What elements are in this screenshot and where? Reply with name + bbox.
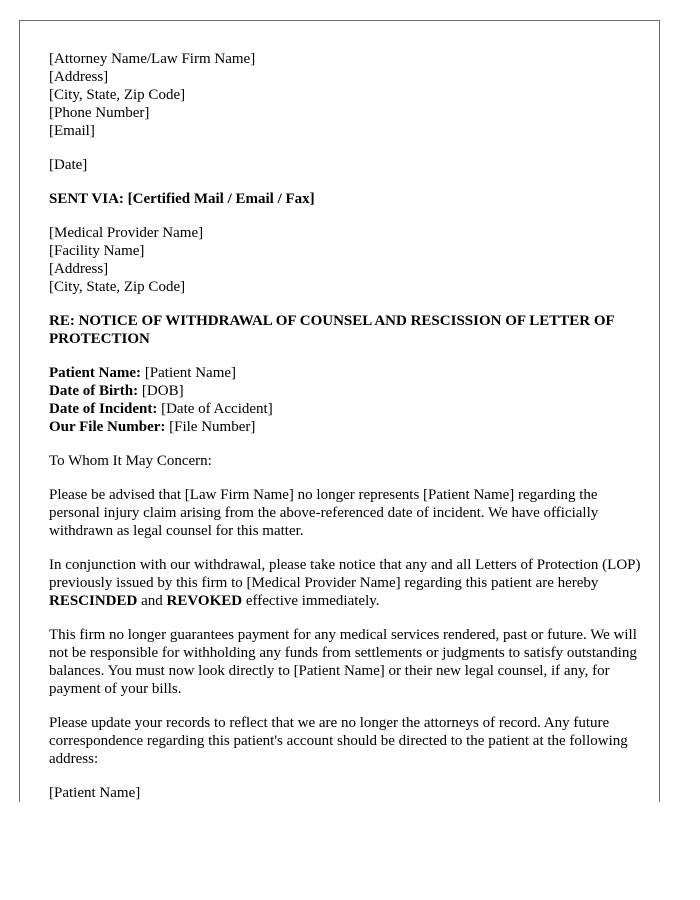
paragraph-records: Please update your records to reflect that we are no longer the attorneys of record. Any future correspondence regarding this patient's account should be directed to the patient at the following address: xyxy=(49,715,628,767)
letter-date: [Date] xyxy=(49,157,88,173)
paragraph-withdrawal: Please be advised that [Law Firm Name] no longer represents [Patient Name] regarding the personal injury claim arising from the above-referenced date of incident. We have officially withdrawn as legal counsel for this matter. xyxy=(49,487,599,539)
letter-page xyxy=(19,20,660,802)
patient-name-label: Patient Name: xyxy=(49,365,142,381)
detail-incident xyxy=(49,400,641,418)
rescinded-emphasis: RESCINDED xyxy=(49,593,138,609)
letter-content xyxy=(49,50,641,802)
detail-dob xyxy=(49,382,641,400)
recipient-facility-name: [Facility Name] xyxy=(49,243,145,259)
recipient-city-state-zip: [City, State, Zip Code] xyxy=(49,279,186,295)
closing-address-name: [Patient Name] xyxy=(49,785,141,801)
sender-phone: [Phone Number] xyxy=(49,105,150,121)
patient-name-value: [Patient Name] xyxy=(141,365,237,381)
dob-value: [DOB] xyxy=(138,383,184,399)
details-block xyxy=(49,364,641,436)
paragraph-payment: This firm no longer guarantees payment for any medical services rendered, past or future. We will not be responsible for withholding any funds from settlements or judgments to satisfy outstanding balances. You must now look directly to [Patient Name] or their new legal counsel, if any, for payment of your bills. xyxy=(49,627,637,697)
revoked-emphasis: REVOKED xyxy=(166,593,243,609)
recipient-address: [Address] xyxy=(49,261,109,277)
sender-block xyxy=(49,50,641,140)
re-line: RE: NOTICE OF WITHDRAWAL OF COUNSEL AND RESCISSION OF LETTER OF PROTECTION xyxy=(49,313,615,347)
recipient-provider-name: [Medical Provider Name] xyxy=(49,225,204,241)
rescission-text-end: effective immediately. xyxy=(242,593,380,609)
sent-via-line: SENT VIA: [Certified Mail / Email / Fax] xyxy=(49,191,315,207)
incident-value: [Date of Accident] xyxy=(157,401,273,417)
rescission-text-mid: and xyxy=(137,593,167,609)
sender-address: [Address] xyxy=(49,69,109,85)
sender-email: [Email] xyxy=(49,123,95,139)
dob-label: Date of Birth: xyxy=(49,383,139,399)
salutation: To Whom It May Concern: xyxy=(49,453,212,469)
rescission-text-start: In conjunction with our withdrawal, please take notice that any and all Letters of Protection (LOP) previously issued by this firm to [Medical Provider Name] regarding this patient are hereby xyxy=(49,557,641,591)
detail-patient-name xyxy=(49,364,641,382)
detail-file-number xyxy=(49,418,641,436)
file-number-value: [File Number] xyxy=(165,419,256,435)
file-number-label: Our File Number: xyxy=(49,419,166,435)
recipient-block xyxy=(49,224,641,296)
sender-city-state-zip: [City, State, Zip Code] xyxy=(49,87,186,103)
incident-label: Date of Incident: xyxy=(49,401,158,417)
paragraph-rescission xyxy=(49,556,641,610)
sender-name: [Attorney Name/Law Firm Name] xyxy=(49,51,256,67)
